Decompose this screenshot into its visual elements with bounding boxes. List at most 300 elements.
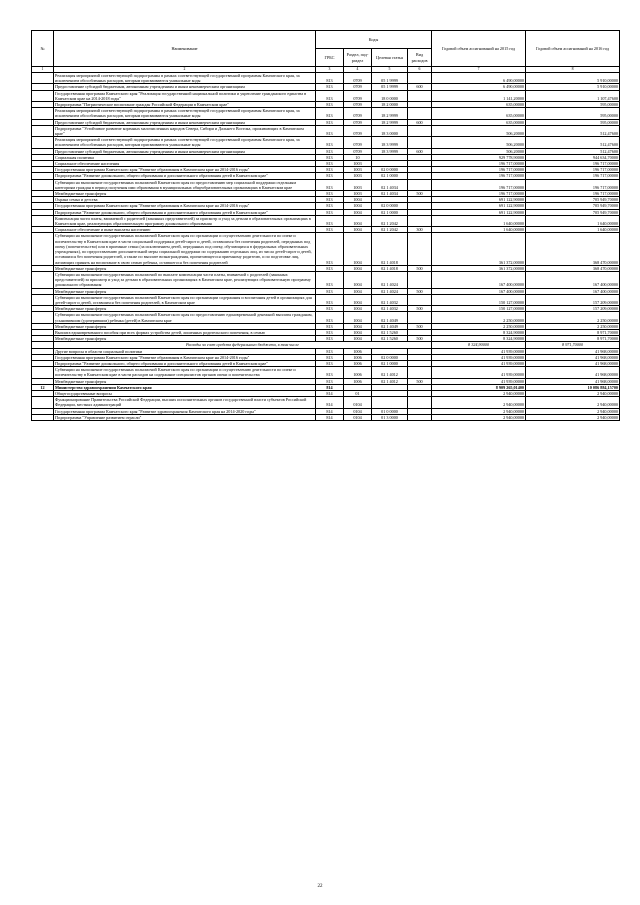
cell-amount-2015: 8 909 265,01400 — [432, 384, 526, 390]
cell-grbs: 813 — [316, 167, 344, 173]
cell-amount-2016: 1 640,00000 — [526, 227, 620, 233]
cell-razdel: 0709 — [344, 137, 372, 148]
cell-csr: 02 1 4012 — [372, 378, 408, 384]
cell-csr: 02 0 0000 — [372, 167, 408, 173]
cell-grbs: 813 — [316, 179, 344, 190]
cell-amount-2015: 361 372,00000 — [432, 233, 526, 265]
table-row — [32, 215, 620, 226]
table-row — [32, 90, 620, 101]
cell-csr: 02 1 4018 — [372, 233, 408, 265]
cell-name: Субвенции на выполнение государственных полномочий Камчатского края по предоставлению мер социальной поддержки отдельным категориям граждан в период получения ими образования в муниципальных общеобразовательных организациях в Камчатском крае — [54, 179, 316, 190]
cell-vr — [408, 73, 432, 84]
table-row — [32, 367, 620, 378]
cell-amount-2016: 705 949,70000 — [526, 197, 620, 203]
cell-name: Субвенции на выполнение государственных полномочий Камчатского края по организации и осуществлению деятельности по опеке и попечительству в Камчатском крае в части расходов на содержание специалистов органов опеки и попечительства — [54, 367, 316, 378]
cell-amount-2016: 10 086 884,15700 — [526, 384, 620, 390]
cell-num — [32, 90, 54, 101]
cell-csr: 02 1 5260 — [372, 336, 408, 342]
cell-num: 12 — [32, 384, 54, 390]
cell-razdel: 1004 — [344, 265, 372, 271]
cell-amount-2015: 41 939,00000 — [432, 378, 526, 384]
column-number: 8 — [526, 67, 620, 73]
cell-razdel: 1004 — [344, 294, 372, 305]
cell-amount-2015: 506,20000 — [432, 148, 526, 154]
cell-csr: 02 1 0000 — [372, 360, 408, 366]
cell-grbs: 814 — [316, 397, 344, 408]
cell-razdel: 0709 — [344, 108, 372, 119]
cell-grbs: 813 — [316, 306, 344, 312]
column-number: 7 — [432, 67, 526, 73]
cell-grbs: 813 — [316, 378, 344, 384]
cell-amount-2015: 196 717,00000 — [432, 167, 526, 173]
cell-name: Межбюджетные трансферты — [54, 323, 316, 329]
cell-name: Функционирование Правительства Российской Федерации, высших исполнительных органов государственной власти субъектов Российской Федерации, местных администраций — [54, 397, 316, 408]
cell-vr: 600 — [408, 148, 432, 154]
cell-amount-2016: 2 250,00000 — [526, 312, 620, 323]
header-2015: Годовой объем ассигнований на 2015 год — [432, 31, 526, 67]
cell-amount-2016: 157 209,00000 — [526, 306, 620, 312]
cell-note: Расходы за счет средств федерального бюджета, в том числе — [54, 342, 432, 348]
cell-grbs: 813 — [316, 271, 344, 288]
cell-name: Другие вопросы в области социальной политики — [54, 348, 316, 354]
cell-vr: 500 — [408, 336, 432, 342]
cell-amount-2015: 6 490,00000 — [432, 84, 526, 90]
cell-name: Межбюджетные трансферты — [54, 336, 316, 342]
cell-amount-2016: 8 971,70000 — [526, 336, 620, 342]
cell-grbs: 813 — [316, 119, 344, 125]
cell-csr: 02 1 5260 — [372, 329, 408, 335]
cell-vr — [408, 312, 432, 323]
cell-csr: 18 3 9999 — [372, 148, 408, 154]
cell-amount-2016: 196 717,00000 — [526, 167, 620, 173]
cell-razdel: 01 — [344, 390, 372, 396]
cell-razdel: 0709 — [344, 102, 372, 108]
cell-csr: 02 1 4032 — [372, 306, 408, 312]
cell-razdel: 1006 — [344, 360, 372, 366]
cell-csr — [372, 397, 408, 408]
cell-razdel: 1004 — [344, 197, 372, 203]
cell-razdel: 1004 — [344, 329, 372, 335]
cell-grbs: 813 — [316, 148, 344, 154]
cell-name: Министерство здравоохранения Камчатского края — [54, 384, 316, 390]
cell-grbs: 813 — [316, 173, 344, 179]
cell-amount-2015: 167 400,00000 — [432, 288, 526, 294]
cell-name: Государственная программа Камчатского края "Реализация государственной национальной политики и укрепление гражданского единства в Камчатском крае на 2014-2018 годы" — [54, 90, 316, 101]
cell-grbs: 813 — [316, 209, 344, 215]
cell-razdel: 0709 — [344, 119, 372, 125]
cell-num — [32, 108, 54, 119]
header-codes: Коды — [316, 31, 432, 49]
header-vr: Вид расходов — [408, 49, 432, 67]
cell-name: Межбюджетные трансферты — [54, 378, 316, 384]
header-name: Наименование — [54, 31, 316, 67]
cell-amount-2016: 1 640,00000 — [526, 215, 620, 226]
cell-vr — [408, 367, 432, 378]
cell-name: Социальное обеспечение и иные выплаты населению — [54, 227, 316, 233]
cell-vr — [408, 90, 432, 101]
cell-amount-2015: 635,00000 — [432, 119, 526, 125]
cell-amount-2016: 595,00000 — [526, 119, 620, 125]
cell-razdel: 1004 — [344, 227, 372, 233]
cell-name: Охрана семьи и детства — [54, 197, 316, 203]
cell-vr — [408, 414, 432, 420]
table-row — [32, 137, 620, 148]
cell-num — [32, 312, 54, 323]
cell-amount-2015: 150 127,00000 — [432, 294, 526, 305]
cell-num — [32, 271, 54, 288]
cell-num — [32, 179, 54, 190]
cell-name: Государственная программа Камчатского края "Развитие образования в Камчатском крае на 2014-2016 годы" — [54, 203, 316, 209]
cell-amount-2016: 512,47600 — [526, 125, 620, 136]
cell-grbs: 813 — [316, 197, 344, 203]
cell-amount-2015: 196 717,00000 — [432, 179, 526, 190]
cell-grbs: 813 — [316, 102, 344, 108]
cell-amount-2015: 1 640,00000 — [432, 227, 526, 233]
cell-amount-2015: 2 940,00000 — [432, 414, 526, 420]
cell-name: Государственная программа Камчатского края "Развитие образования в Камчатском крае на 2014-2016 годы" — [54, 354, 316, 360]
cell-amount-2015: 196 717,00000 — [432, 173, 526, 179]
cell-vr — [408, 215, 432, 226]
cell-amount-2015: 506,20000 — [432, 125, 526, 136]
cell-amount-2016: 595,00000 — [526, 108, 620, 119]
header-num: № — [32, 31, 54, 67]
cell-grbs: 813 — [316, 191, 344, 197]
cell-csr: 18 2 0000 — [372, 102, 408, 108]
cell-csr: 02 1 4034 — [372, 179, 408, 190]
cell-razdel: 1006 — [344, 378, 372, 384]
cell-amount-2015: 167 400,00000 — [432, 271, 526, 288]
cell-razdel: 1004 — [344, 203, 372, 209]
cell-name: Межбюджетные трансферты — [54, 288, 316, 294]
cell-grbs: 813 — [316, 215, 344, 226]
cell-grbs: 813 — [316, 203, 344, 209]
cell-amount-2015: 41 939,00000 — [432, 348, 526, 354]
cell-vr: 600 — [408, 119, 432, 125]
cell-razdel: 0709 — [344, 148, 372, 154]
cell-grbs: 813 — [316, 90, 344, 101]
cell-amount-2016: 512,47600 — [526, 148, 620, 154]
cell-amount-2015: 8 324,90000 — [432, 329, 526, 335]
cell-amount-2016: 5 910,00000 — [526, 73, 620, 84]
cell-grbs: 813 — [316, 288, 344, 294]
cell-grbs: 813 — [316, 73, 344, 84]
table-row — [32, 271, 620, 288]
cell-amount-2015: 691 122,90000 — [432, 203, 526, 209]
cell-csr: 01 3 0000 — [372, 414, 408, 420]
cell-razdel: 1004 — [344, 312, 372, 323]
cell-name: Подпрограмма "Патриотическое воспитание граждан Российской Федерации в Камчатском крае" — [54, 102, 316, 108]
cell-grbs: 813 — [316, 84, 344, 90]
header-2016: Годовой объем ассигнований на 2016 год — [526, 31, 620, 67]
cell-razdel: 0709 — [344, 125, 372, 136]
cell-amount-2016: 196 717,00000 — [526, 179, 620, 190]
cell-csr: 02 1 2042 — [372, 227, 408, 233]
cell-name: Компенсация части платы, взимаемой с родителей (законных представителей) за присмотр и уход за детьми в образовательных организациях в Камчатском крае, реализующих образовательную программу дошкольного образования — [54, 215, 316, 226]
cell-amount-2015: 635,00000 — [432, 108, 526, 119]
cell-grbs: 813 — [316, 336, 344, 342]
cell-amount-2016: 41 968,00000 — [526, 348, 620, 354]
cell-razdel: 1003 — [344, 167, 372, 173]
cell-amount-2015: 2 940,00000 — [432, 397, 526, 408]
cell-amount-2015: 691 122,90000 — [432, 197, 526, 203]
cell-razdel: 1003 — [344, 179, 372, 190]
cell-csr: 02 1 4024 — [372, 271, 408, 288]
cell-amount-2016: 705 949,70000 — [526, 203, 620, 209]
cell-csr: 02 1 0000 — [372, 173, 408, 179]
cell-amount-2015: 2 940,00000 — [432, 390, 526, 396]
page-number: 22 — [317, 884, 323, 889]
table-row — [32, 312, 620, 323]
header-csr: Целевая статья — [372, 49, 408, 67]
cell-amount-2015: 8 324,90000 — [432, 342, 526, 348]
cell-grbs: 813 — [316, 265, 344, 271]
cell-name: Субвенции на выполнение государственных полномочий Камчатского края по организации содержания и воспитания детей в организациях для детей-сирот и детей, оставшихся без попечения родителей, в Камчатском крае — [54, 294, 316, 305]
cell-name: Реализация мероприятий соответствующей подпрограммы в рамках соответствующей государственной программы Камчатского края, за исключением обособленных расходов, которым присваиваются уникальные коды — [54, 108, 316, 119]
cell-num — [32, 137, 54, 148]
cell-razdel: 0709 — [344, 84, 372, 90]
cell-num — [32, 294, 54, 305]
cell-name: Подпрограмма "Развитие дошкольного, общего образования и дополнительного образования детей в Камчатском крае" — [54, 209, 316, 215]
cell-csr: 18 3 9999 — [372, 137, 408, 148]
cell-grbs: 813 — [316, 161, 344, 167]
cell-amount-2015: 691 122,90000 — [432, 209, 526, 215]
cell-grbs: 813 — [316, 227, 344, 233]
cell-vr — [408, 108, 432, 119]
cell-grbs: 813 — [316, 367, 344, 378]
cell-name: Выплата единовременного пособия при всех формах устройства детей, лишенных родительского попечения, в семью — [54, 329, 316, 335]
cell-razdel: 0104 — [344, 414, 372, 420]
cell-vr: 500 — [408, 191, 432, 197]
table-row — [32, 414, 620, 420]
cell-amount-2016: 157 209,00000 — [526, 294, 620, 305]
cell-amount-2015: 361 372,00000 — [432, 265, 526, 271]
cell-razdel: 1006 — [344, 348, 372, 354]
cell-razdel: 1004 — [344, 215, 372, 226]
cell-name: Подпрограмма "Развитие дошкольного, общего образования и дополнительного образования детей в Камчатском крае" — [54, 173, 316, 179]
table-row — [32, 125, 620, 136]
table-row — [32, 397, 620, 408]
cell-amount-2016: 2 940,00000 — [526, 390, 620, 396]
cell-name: Межбюджетные трансферты — [54, 265, 316, 271]
cell-csr: 02 1 4018 — [372, 265, 408, 271]
cell-amount-2016: 1 107,47600 — [526, 90, 620, 101]
cell-vr: 500 — [408, 265, 432, 271]
table-row — [32, 294, 620, 305]
cell-name: Общегосударственные вопросы — [54, 390, 316, 396]
cell-amount-2016: 2 940,00000 — [526, 414, 620, 420]
cell-razdel: 1004 — [344, 336, 372, 342]
cell-num — [32, 367, 54, 378]
cell-vr — [408, 397, 432, 408]
cell-name: Субвенции на выполнение государственных полномочий Камчатского края по организации и осуществлению деятельности по опеке и попечительству в Камчатском крае в части социальной поддержки детей-сирот и детей, оставшихся без попечения родителей, переданных под опеку (попечительство) или в приемные семьи (за исключением детей, переданных под опеку, обучающихся в федеральных образовательных учреждениях), по предоставлению дополнительной меры социальной поддержки по содержанию отдельных лиц, из числа детей-сирот и детей, оставшихся без попечения родителей, а также по выплате вознаграждения, причитающегося приемному родителю, и по подготовке лиц, желающих принять на воспитание в свою семью ребенка, оставшегося без попечения родителей — [54, 233, 316, 265]
cell-vr — [408, 271, 432, 288]
cell-csr: 05 1 9999 — [372, 73, 408, 84]
table-body — [32, 67, 620, 421]
cell-razdel: 1004 — [344, 233, 372, 265]
cell-amount-2016: 2 250,00000 — [526, 323, 620, 329]
cell-grbs: 813 — [316, 360, 344, 366]
cell-num — [32, 233, 54, 265]
column-number: 4 — [344, 67, 372, 73]
cell-amount-2015: 41 939,00000 — [432, 367, 526, 378]
cell-amount-2016: 5 910,00000 — [526, 84, 620, 90]
cell-name: Социальное обеспечение населения — [54, 161, 316, 167]
cell-vr — [408, 233, 432, 265]
cell-name: Реализация мероприятий соответствующей подпрограммы в рамках соответствующей государственной программы Камчатского края, за исключением обособленных расходов, которым присваиваются уникальные коды — [54, 137, 316, 148]
cell-amount-2016: 944 634,70000 — [526, 154, 620, 160]
cell-name: Подпрограмма "Управление развитием отрасли" — [54, 414, 316, 420]
table-row — [32, 73, 620, 84]
cell-amount-2015: 2 250,00000 — [432, 323, 526, 329]
cell-amount-2016: 41 968,00000 — [526, 360, 620, 366]
cell-csr: 02 1 0000 — [372, 209, 408, 215]
cell-grbs: 813 — [316, 108, 344, 119]
cell-amount-2016: 41 968,00000 — [526, 367, 620, 378]
cell-grbs: 813 — [316, 312, 344, 323]
column-number: 5 — [372, 67, 408, 73]
column-number: 6 — [408, 67, 432, 73]
column-number: 2 — [54, 67, 316, 73]
cell-name: Подпрограмма "Развитие дошкольного, общего образования и дополнительного образования детей в Камчатском крае" — [54, 360, 316, 366]
cell-amount-2016: 512,47600 — [526, 137, 620, 148]
cell-razdel: 1004 — [344, 209, 372, 215]
cell-amount-2016: 41 968,00000 — [526, 378, 620, 384]
cell-csr: 02 0 0000 — [372, 354, 408, 360]
cell-amount-2015: 41 939,00000 — [432, 360, 526, 366]
cell-vr: 500 — [408, 306, 432, 312]
cell-razdel: 1003 — [344, 173, 372, 179]
cell-amount-2015: 1 640,00000 — [432, 215, 526, 226]
cell-name: Межбюджетные трансферты — [54, 191, 316, 197]
cell-csr: 05 1 9999 — [372, 84, 408, 90]
cell-amount-2015: 506,20000 — [432, 137, 526, 148]
cell-amount-2016: 167 400,00000 — [526, 271, 620, 288]
cell-name: Реализация мероприятий соответствующей подпрограммы в рамках соответствующей государственной программы Камчатского края, за исключением обособленных расходов, которым присваиваются уникальные коды — [54, 73, 316, 84]
cell-csr: 18 0 0000 — [372, 90, 408, 101]
cell-name: Субвенции на выполнение государственных полномочий Камчатского края по предоставлению единовременной денежной выплаты гражданам, усыновившим (удочерившим) ребенка (детей) в Камчатском крае — [54, 312, 316, 323]
table-row — [32, 179, 620, 190]
cell-csr: 02 1 4012 — [372, 367, 408, 378]
cell-amount-2016: 196 717,00000 — [526, 173, 620, 179]
cell-vr: 500 — [408, 378, 432, 384]
cell-vr: 500 — [408, 288, 432, 294]
cell-razdel: 0709 — [344, 90, 372, 101]
budget-table — [31, 30, 620, 421]
cell-name: Межбюджетные трансферты — [54, 306, 316, 312]
cell-amount-2015: 196 717,00000 — [432, 161, 526, 167]
cell-amount-2016: 8 971,70000 — [526, 329, 620, 335]
cell-amount-2015: 41 939,00000 — [432, 354, 526, 360]
cell-grbs: 814 — [316, 408, 344, 414]
cell-amount-2016: 705 949,70000 — [526, 209, 620, 215]
cell-razdel: 1004 — [344, 306, 372, 312]
cell-amount-2015: 1 141,20000 — [432, 90, 526, 101]
cell-amount-2015: 6 490,00000 — [432, 73, 526, 84]
cell-amount-2016: 368 470,00000 — [526, 233, 620, 265]
budget-table-sheet — [31, 30, 619, 421]
cell-amount-2016: 196 717,00000 — [526, 191, 620, 197]
cell-amount-2015: 150 127,00000 — [432, 306, 526, 312]
cell-csr: 02 1 4049 — [372, 323, 408, 329]
cell-csr: 02 0 0000 — [372, 203, 408, 209]
cell-grbs: 814 — [316, 384, 344, 390]
cell-grbs: 813 — [316, 154, 344, 160]
cell-num — [32, 397, 54, 408]
cell-name: Государственная программа Камчатского края "Развитие образования в Камчатском крае на 2014-2016 годы" — [54, 167, 316, 173]
cell-name: Предоставление субсидий бюджетным, автономным учреждениям и иным некоммерческим организациям — [54, 148, 316, 154]
cell-grbs: 813 — [316, 329, 344, 335]
cell-csr: 02 1 4032 — [372, 294, 408, 305]
cell-csr: 18 2 9999 — [372, 108, 408, 119]
cell-razdel: 1006 — [344, 354, 372, 360]
cell-amount-2016: 41 968,00000 — [526, 354, 620, 360]
column-number: 1 — [32, 67, 54, 73]
cell-amount-2016: 368 470,00000 — [526, 265, 620, 271]
cell-grbs: 813 — [316, 354, 344, 360]
cell-name: Предоставление субсидий бюджетным, автономным учреждениям и иным некоммерческим организациям — [54, 119, 316, 125]
cell-grbs: 813 — [316, 294, 344, 305]
cell-razdel: 10 — [344, 154, 372, 160]
cell-name: Субвенции на выполнение государственных полномочий по выплате компенсации части платы, взимаемой с родителей (законных представителей) за присмотр и уход за детьми в образовательных организациях в Камчатском крае, реализующих образовательную программу дошкольного образования — [54, 271, 316, 288]
cell-amount-2015: 196 717,00000 — [432, 191, 526, 197]
cell-vr — [408, 125, 432, 136]
cell-name: Подпрограмма "Устойчивое развитие коренных малочисленных народов Севера, Сибири и Дальнего Востока, проживающих в Камчатском крае" — [54, 125, 316, 136]
cell-razdel: 1004 — [344, 323, 372, 329]
cell-grbs: 814 — [316, 414, 344, 420]
header-grbs: ГРБС — [316, 49, 344, 67]
cell-razdel: 0104 — [344, 397, 372, 408]
cell-num — [32, 414, 54, 420]
cell-csr: 18 2 9999 — [372, 119, 408, 125]
cell-razdel: 1004 — [344, 271, 372, 288]
cell-amount-2016: 196 717,00000 — [526, 161, 620, 167]
cell-amount-2016: 8 971,70000 — [526, 342, 620, 348]
cell-amount-2016: 2 940,00000 — [526, 397, 620, 408]
cell-vr: 500 — [408, 323, 432, 329]
cell-csr: 01 0 0000 — [372, 408, 408, 414]
cell-name: Социальная политика — [54, 154, 316, 160]
cell-razdel: 1003 — [344, 191, 372, 197]
cell-csr: 18 3 0000 — [372, 125, 408, 136]
cell-amount-2016: 595,00000 — [526, 102, 620, 108]
cell-grbs: 813 — [316, 125, 344, 136]
cell-grbs: 813 — [316, 348, 344, 354]
table-row — [32, 108, 620, 119]
cell-num — [32, 73, 54, 84]
cell-amount-2015: 8 324,90000 — [432, 336, 526, 342]
cell-vr — [408, 137, 432, 148]
cell-csr: 02 1 4024 — [372, 288, 408, 294]
cell-grbs: 813 — [316, 137, 344, 148]
cell-razdel: 1006 — [344, 367, 372, 378]
cell-razdel: 0104 — [344, 408, 372, 414]
cell-csr: 02 1 2042 — [372, 215, 408, 226]
cell-razdel: 1003 — [344, 161, 372, 167]
cell-vr — [408, 179, 432, 190]
cell-name: Государственная программа Камчатского края "Развитие здравоохранения Камчатского края на 2014-2020 годы" — [54, 408, 316, 414]
cell-grbs: 813 — [316, 323, 344, 329]
cell-num — [32, 125, 54, 136]
column-number: 3 — [316, 67, 344, 73]
cell-amount-2016: 2 940,00000 — [526, 408, 620, 414]
cell-csr: 02 1 4049 — [372, 312, 408, 323]
cell-vr: 300 — [408, 227, 432, 233]
cell-amount-2015: 2 250,00000 — [432, 312, 526, 323]
cell-amount-2015: 929 778,90000 — [432, 154, 526, 160]
cell-amount-2015: 635,00000 — [432, 102, 526, 108]
header-razdel: Раздел, под-раздел — [344, 49, 372, 67]
cell-num — [32, 215, 54, 226]
